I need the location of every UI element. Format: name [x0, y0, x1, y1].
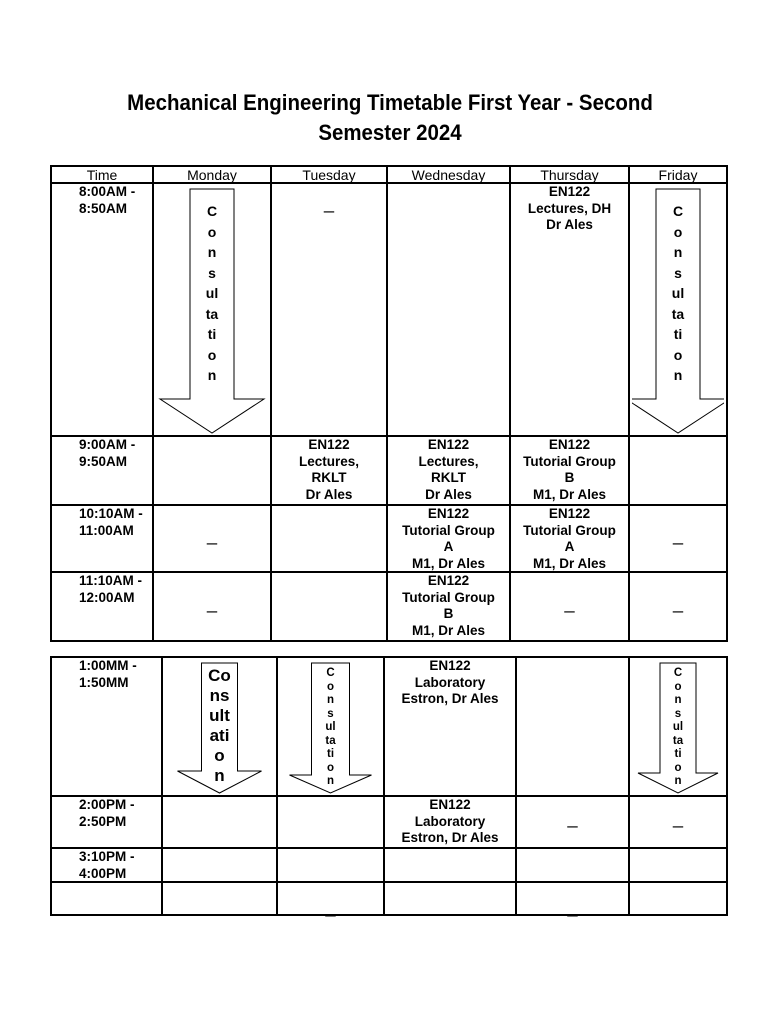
cell-line: Co — [208, 666, 231, 685]
cell-line: EN122 — [427, 437, 470, 452]
cell-line: o — [326, 680, 335, 693]
cell-line: RKLT — [311, 470, 347, 485]
cell-line: ti — [207, 326, 217, 342]
cell-line: ti — [674, 748, 682, 760]
cell-line: ul — [325, 721, 336, 733]
cell-line: Lectures, — [418, 453, 479, 469]
class-entry — [387, 573, 510, 639]
time-slot — [79, 573, 142, 606]
cell-line: 1:50MM — [79, 674, 129, 690]
time-slot — [79, 797, 135, 830]
cell-line: Tutorial Group — [523, 522, 616, 538]
cell-line: o — [214, 746, 225, 765]
class-entry — [271, 437, 387, 503]
grid-line-vertical — [50, 657, 52, 915]
cell-line: EN122 — [429, 658, 471, 673]
cell-line: s — [327, 707, 334, 720]
time-slot — [79, 849, 135, 882]
cell-line: o — [326, 761, 335, 774]
cell-line: o — [207, 223, 217, 240]
cell-line: n — [207, 244, 217, 260]
cell-line: n — [326, 694, 335, 706]
cell-line: ult — [209, 706, 230, 725]
column-header: Time — [86, 166, 118, 183]
cell-line: ns — [209, 686, 230, 705]
consultation-label — [280, 667, 381, 789]
cell-line: n — [207, 367, 217, 383]
cell-line: Dr Ales — [546, 217, 593, 232]
empty-dash: _ — [567, 808, 578, 828]
cell-line: M1, Dr Ales — [411, 622, 486, 638]
grid-line-horizontal — [50, 640, 728, 642]
cell-line: Dr Ales — [305, 486, 353, 502]
grid-line-horizontal — [50, 881, 728, 883]
cell-line: 9:50AM — [79, 453, 128, 469]
consultation-arrow-monday — [156, 183, 268, 435]
cell-line: ta — [325, 734, 336, 747]
cell-line: EN122 — [548, 184, 591, 199]
grid-line-vertical — [50, 166, 52, 641]
cell-line: 3:10PM - — [79, 849, 135, 864]
column-header: Thursday — [540, 166, 599, 183]
cell-line: EN122 — [308, 437, 350, 452]
cell-line: C — [206, 203, 218, 219]
cell-line: 2:50PM — [79, 813, 127, 829]
time-slot — [79, 184, 135, 217]
cell-line: o — [674, 761, 682, 774]
empty-dash: _ — [323, 193, 334, 213]
grid-line-vertical — [628, 657, 630, 915]
cell-line: A — [564, 539, 575, 554]
cell-line: o — [674, 680, 682, 693]
cell-line: o — [207, 346, 217, 363]
cell-line: ta — [671, 305, 685, 322]
cell-line: ati — [209, 726, 230, 745]
cell-line: 8:50AM — [79, 200, 128, 216]
cell-line: Laboratory — [414, 674, 486, 690]
cell-line: n — [673, 244, 683, 260]
empty-dash: _ — [567, 897, 578, 917]
consultation-arrow-friday — [632, 183, 724, 435]
cell-line: ta — [205, 305, 219, 322]
grid-line-vertical — [152, 166, 154, 641]
cell-line: n — [674, 694, 682, 706]
cell-line: 12:00AM — [79, 589, 135, 605]
cell-line: o — [673, 223, 683, 240]
cell-line: 8:00AM - — [79, 184, 136, 199]
class-entry — [510, 506, 629, 572]
cell-line: C — [672, 203, 684, 219]
empty-dash: _ — [672, 524, 683, 545]
column-header: Wednesday — [411, 166, 486, 183]
cell-line: C — [673, 667, 683, 679]
cell-line: M1, Dr Ales — [532, 486, 607, 502]
cell-line: Tutorial Group — [402, 522, 495, 538]
cell-line: EN122 — [429, 797, 471, 812]
cell-line: M1, Dr Ales — [532, 555, 607, 571]
grid-line-horizontal — [50, 847, 728, 849]
cell-line: Dr Ales — [425, 486, 472, 502]
page-title — [65, 88, 716, 148]
cell-line: ul — [205, 285, 219, 301]
cell-line: EN122 — [427, 506, 470, 521]
cell-line: Lectures, — [298, 453, 360, 469]
cell-line: 4:00PM — [79, 865, 127, 881]
cell-line: Estron, Dr Ales — [401, 691, 499, 706]
empty-dash: _ — [325, 897, 336, 917]
cell-line: o — [673, 346, 683, 363]
class-entry — [384, 658, 516, 708]
consultation-label — [156, 201, 268, 386]
cell-line: B — [564, 470, 575, 485]
empty-dash: _ — [206, 592, 217, 613]
cell-line: RKLT — [431, 470, 466, 485]
grid-line-vertical — [161, 657, 163, 915]
time-slot — [79, 506, 143, 539]
class-entry — [384, 797, 516, 847]
cell-line: s — [674, 264, 682, 281]
cell-line: 11:00AM — [79, 522, 134, 538]
class-entry — [387, 437, 510, 503]
cell-line: 2:00PM - — [79, 797, 135, 812]
class-entry — [510, 437, 629, 503]
cell-line: 10:10AM - — [79, 506, 143, 521]
cell-line: n — [673, 367, 683, 383]
cell-line: n — [674, 775, 682, 787]
column-header: Tuesday — [302, 166, 356, 183]
time-slot — [79, 658, 137, 691]
cell-line: ta — [672, 734, 684, 747]
cell-line: Laboratory — [414, 813, 486, 829]
consultation-label — [165, 666, 274, 786]
cell-line: A — [443, 539, 454, 554]
consultation-arrow-monday — [165, 657, 274, 795]
column-header: Friday — [658, 166, 698, 183]
cell-line: Estron, Dr Ales — [401, 830, 499, 845]
cell-line: s — [208, 264, 216, 281]
consultation-label — [632, 667, 724, 789]
cell-line: B — [443, 606, 454, 621]
grid-line-vertical — [270, 166, 272, 641]
cell-line: 11:10AM - — [79, 573, 143, 588]
title-line-2: Semester 2024 — [318, 120, 462, 145]
cell-line: EN122 — [427, 573, 470, 588]
cell-line: ul — [671, 285, 685, 301]
grid-line-vertical — [726, 657, 728, 915]
cell-line: M1, Dr Ales — [411, 555, 486, 571]
title-line-1: Mechanical Engineering Timetable First Year - Second — [127, 90, 653, 115]
empty-dash: _ — [672, 808, 683, 828]
cell-line: EN122 — [548, 506, 591, 521]
cell-line: ti — [673, 326, 683, 342]
cell-line: 9:00AM - — [79, 437, 136, 452]
column-header: Monday — [187, 166, 237, 183]
class-entry — [387, 506, 510, 572]
empty-dash: _ — [206, 524, 217, 545]
grid-line-vertical — [726, 166, 728, 641]
consultation-arrow-tuesday — [280, 657, 381, 795]
grid-line-vertical — [276, 657, 278, 915]
consultation-label — [632, 201, 724, 386]
cell-line: EN122 — [548, 437, 591, 452]
consultation-arrow-friday — [632, 657, 724, 795]
empty-dash: _ — [564, 592, 575, 613]
cell-line: s — [674, 707, 682, 720]
cell-line: Tutorial Group — [523, 453, 616, 469]
cell-line: n — [214, 766, 225, 785]
cell-line: ti — [326, 748, 335, 760]
cell-line: ul — [672, 721, 684, 733]
time-slot — [79, 437, 135, 470]
cell-line: Lectures, DH — [527, 200, 612, 216]
cell-line: 1:00MM - — [79, 658, 137, 673]
cell-line: C — [326, 667, 335, 679]
empty-dash: _ — [672, 592, 683, 613]
cell-line: Tutorial Group — [402, 589, 495, 605]
cell-line: n — [326, 775, 335, 787]
class-entry — [510, 184, 629, 234]
